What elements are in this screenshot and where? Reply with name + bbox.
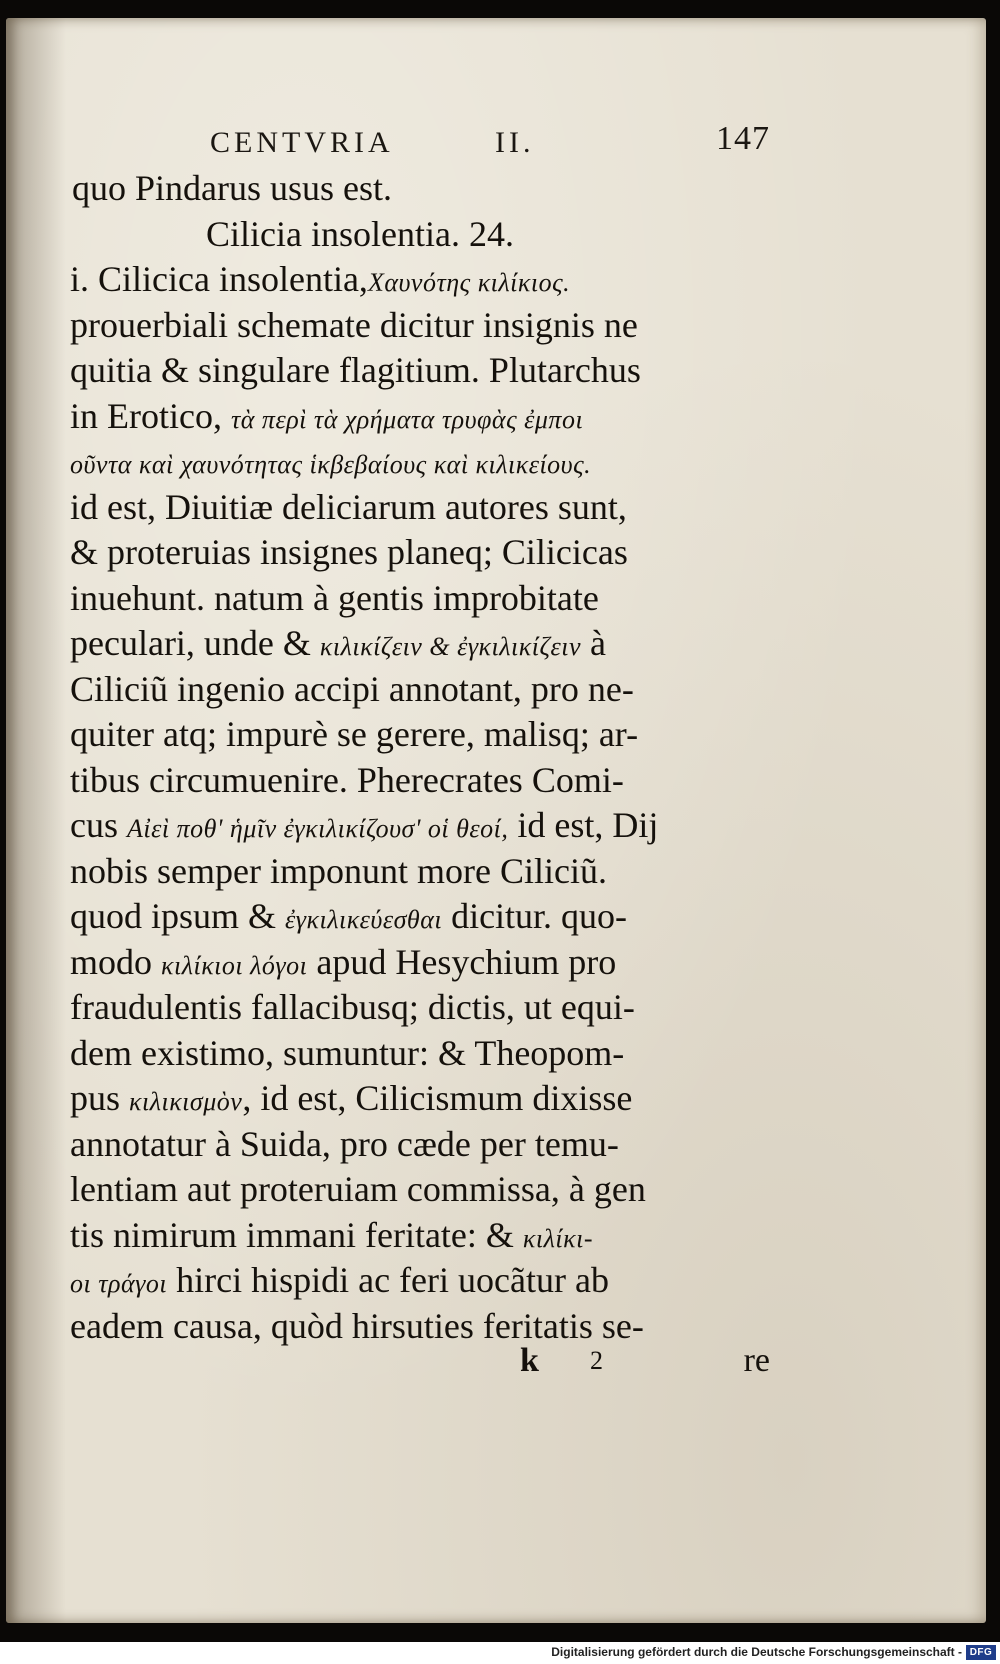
running-head-chapter: II.: [495, 126, 535, 159]
latin-text: annotatur à Suida, pro cæde per temu-: [70, 1123, 619, 1164]
section-heading: [70, 212, 770, 258]
greek-phrase: οῦντα καὶ χαυνότητας ἱκβεβαίους καὶ κιλικείους.: [70, 450, 592, 479]
running-head-title: CENTVRIA: [210, 126, 394, 159]
text-line: [70, 1076, 770, 1122]
latin-text: fraudulentis fallacibusq; dictis, ut equi-: [70, 987, 635, 1027]
text-line: [70, 1213, 770, 1259]
text-line: [70, 894, 770, 940]
latin-text: nobis semper imponunt more Ciliciũ.: [70, 850, 607, 891]
text-line: [70, 530, 770, 576]
latin-text: , id est, Cilicismum dixisse: [242, 1078, 633, 1118]
signature-number: 2: [590, 1346, 603, 1375]
text-line: [70, 712, 770, 758]
funding-credit: Digitalisierung gefördert durch die Deutsche Forschungsgemeinschaft -: [551, 1645, 962, 1659]
latin-text: inuehunt. natum à gentis improbitate: [70, 577, 599, 618]
latin-text: dem existimo, sumuntur: & Theopom-: [70, 1032, 625, 1073]
latin-text: & proteruias insignes planeq; Cilicicas: [70, 532, 628, 572]
text-line: [70, 803, 770, 849]
latin-text: lentiam aut proteruiam commissa, à gen: [70, 1169, 646, 1209]
latin-text: quo Pindarus usus est.: [72, 168, 393, 208]
greek-phrase: Χαυνότης κιλίκιος.: [367, 268, 571, 297]
latin-text: id est, Dij: [508, 805, 659, 845]
gutter-shadow: [6, 18, 66, 1623]
latin-text: apud Hesychium pro: [307, 941, 617, 982]
text-line: [70, 985, 770, 1031]
greek-phrase: κιλίκι-: [522, 1223, 593, 1253]
greek-phrase: κιλικισμὸν: [129, 1087, 243, 1116]
latin-text: quiter atq; impurè se gerere, malisq; ar-: [70, 714, 639, 754]
latin-text: tibus circumuenire. Pherecrates Comi-: [70, 759, 624, 800]
latin-text: à: [580, 623, 606, 663]
greek-phrase: Αἰεὶ ποθ' ἡμῖν ἐγκιλικίζουσ' οἱ θεοί,: [127, 814, 509, 843]
greek-phrase: οι τράγοι: [70, 1269, 168, 1298]
latin-text: peculari, unde &: [70, 623, 320, 663]
text-line: [70, 439, 770, 485]
text-line: [70, 303, 770, 349]
body-text: [70, 166, 770, 1349]
text-line: [70, 621, 770, 667]
latin-text: Ciliciũ ingenio accipi annotant, pro ne-: [70, 668, 634, 709]
text-line: [70, 257, 770, 303]
catchword-line: [520, 1342, 770, 1392]
latin-text: hirci hispidi ac feri uocãtur ab: [167, 1260, 609, 1300]
latin-text: prouerbiali schemate dicitur insignis ne: [70, 304, 638, 345]
text-line: [70, 1122, 770, 1168]
latin-text: i. Cilicica insolentia,: [70, 259, 368, 299]
greek-phrase: κιλίκιοι λόγοι: [161, 950, 308, 980]
text-line: [70, 940, 770, 986]
footer-bar: [0, 1642, 1000, 1664]
latin-text: id est, Diuitiæ deliciarum autores sunt,: [70, 486, 627, 527]
latin-text: pus: [70, 1078, 130, 1118]
latin-text: quitia & singulare flagitium. Plutarchus: [70, 350, 641, 390]
text-line: [70, 758, 770, 804]
text-line: [70, 849, 770, 895]
dfg-logo-icon: DFG: [966, 1645, 996, 1660]
latin-text: tis nimirum immani feritate: &: [70, 1214, 523, 1255]
signature-letter: k: [520, 1342, 539, 1379]
text-line: [70, 576, 770, 622]
latin-text: cus: [70, 805, 127, 845]
running-head: [210, 120, 770, 170]
latin-text: eadem causa, quòd hirsuties feritatis se-: [70, 1305, 644, 1346]
latin-text: dicitur. quo-: [442, 896, 628, 936]
greek-phrase: ἐγκιλικεύεσθαι: [285, 905, 443, 934]
latin-text: quod ipsum &: [70, 896, 286, 936]
text-line: [70, 348, 770, 394]
catchword: re: [743, 1342, 770, 1379]
latin-text: Cilicia insolentia. 24.: [206, 213, 514, 254]
greek-phrase: κιλικίζειν & ἐγκιλικίζειν: [319, 632, 581, 661]
text-line: [70, 667, 770, 713]
text-line: [70, 166, 770, 212]
greek-phrase: τὰ περὶ τὰ χρήματα τρυφὰς ἐμποι: [230, 404, 584, 434]
text-line: [70, 1031, 770, 1077]
text-line: [70, 485, 770, 531]
latin-text: modo: [70, 941, 162, 982]
page-number: 147: [716, 120, 770, 157]
text-line: [70, 394, 770, 440]
latin-text: in Erotico,: [70, 395, 231, 436]
text-line: [70, 1258, 770, 1304]
text-line: [70, 1167, 770, 1213]
